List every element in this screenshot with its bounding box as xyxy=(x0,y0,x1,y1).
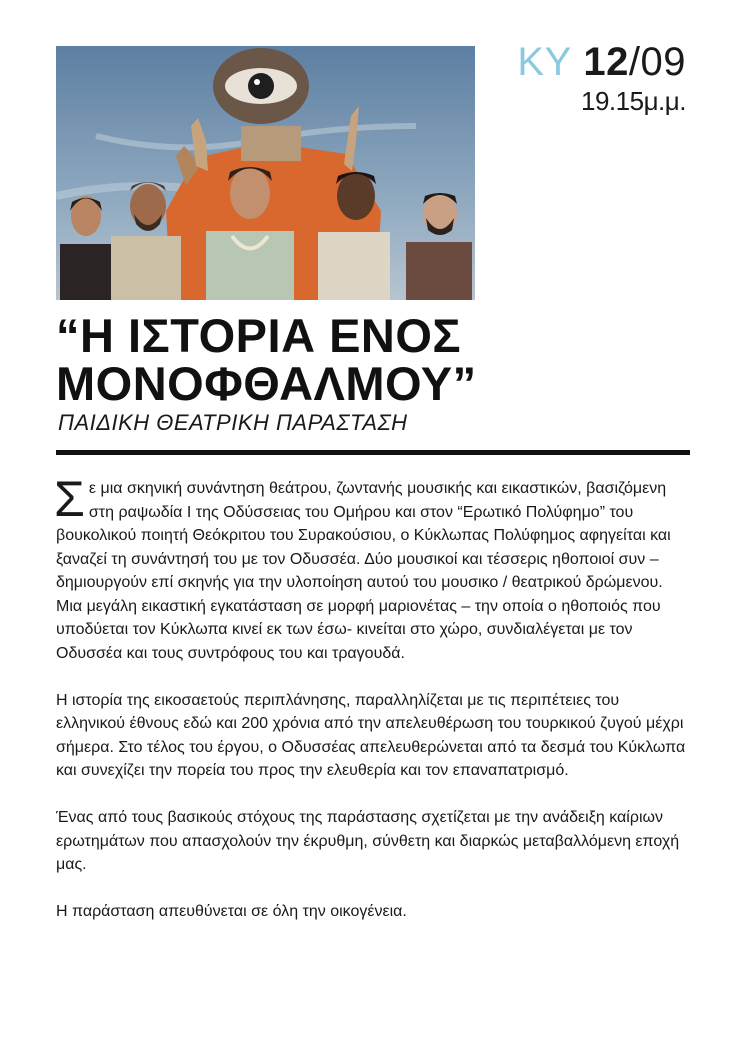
paragraph-1-text: ε μια σκηνική συνάντηση θεάτρου, ζωντανής μουσικής και εικαστικών, βασιζόμενη στη ραψωδία Ι της Οδύσσειας του Ομήρου και στον “Ερωτικό Πολύφημο” του βουκολικού ποιητή Θεόκριτου του Συρακούσιου, ο Κύκλωπας Πολύφημος αφηγείται και ξαναζεί τη συνάντησή του με τον Οδυσσέα. Δύο μουσικοί και τέσσερις ηθοποιοί συν – δημιουργούν επί σκηνής για την υλοποίηση αυτού του μουσικο / θεατρικού δρώμενου. Μια μεγάλη εικαστική εγκατάσταση σε μορφή μαριονέτας – την οποία ο ηθοποιός που υποδύεται τον Κύκλωπα κινεί εκ των έσω- κινείται στο χώρο, συνδιαλέγεται με τον Οδυσσέα και τους συντρόφους του και τραγουδά. xyxy=(56,480,671,662)
title-line-2: ΜΟΝΟΦΘΑΛΜΟΥ” xyxy=(56,357,477,410)
drop-cap: Σ xyxy=(54,471,85,527)
event-date xyxy=(517,40,686,116)
date-line xyxy=(517,40,686,84)
paragraph-4: Η παράσταση απευθύνεται σε όλη την οικογένεια. xyxy=(56,903,407,920)
month: /09 xyxy=(628,40,686,84)
paragraph-2: Η ιστορία της εικοσαετούς περιπλάνησης, παραλληλίζεται με τις περιπέτειες του ελληνικού έθνους εδώ και 200 χρόνια από την απελευθέρωση του τουρκικού ζυγού μέχρι σήμερα. Στο τέλος του έργου, ο Οδυσσέας απελευθερώνεται από τα δεσμά του Κύκλωπα και συνεχίζει την πορεία του προς την ελευθερία και τον επαναπατρισμό. xyxy=(56,691,686,779)
title-line-1: “Η ΙΣΤΟΡΙΑ ΕΝΟΣ xyxy=(56,309,462,362)
show-subtitle: ΠΑΙΔΙΚΗ ΘΕΑΤΡΙΚΗ ΠΑΡΑΣΤΑΣΗ xyxy=(58,410,408,435)
paragraph-1 xyxy=(54,471,690,665)
weekday: ΚΥ xyxy=(517,40,572,84)
day-number: 12 xyxy=(583,40,629,84)
event-time: 19.15μ.μ. xyxy=(581,86,686,116)
paragraph-3: Ένας από τους βασικούς στόχους της παράστασης σχετίζεται με την ανάδειξη καίριων ερωτημάτων που απασχολούν την έκρυθμη, σύνθετη και διαρκώς μεταβαλλόμενη εποχή μας. xyxy=(56,809,680,873)
show-title xyxy=(56,309,696,410)
divider-rule xyxy=(56,450,690,455)
cast-photo xyxy=(56,46,475,300)
description xyxy=(54,471,690,947)
